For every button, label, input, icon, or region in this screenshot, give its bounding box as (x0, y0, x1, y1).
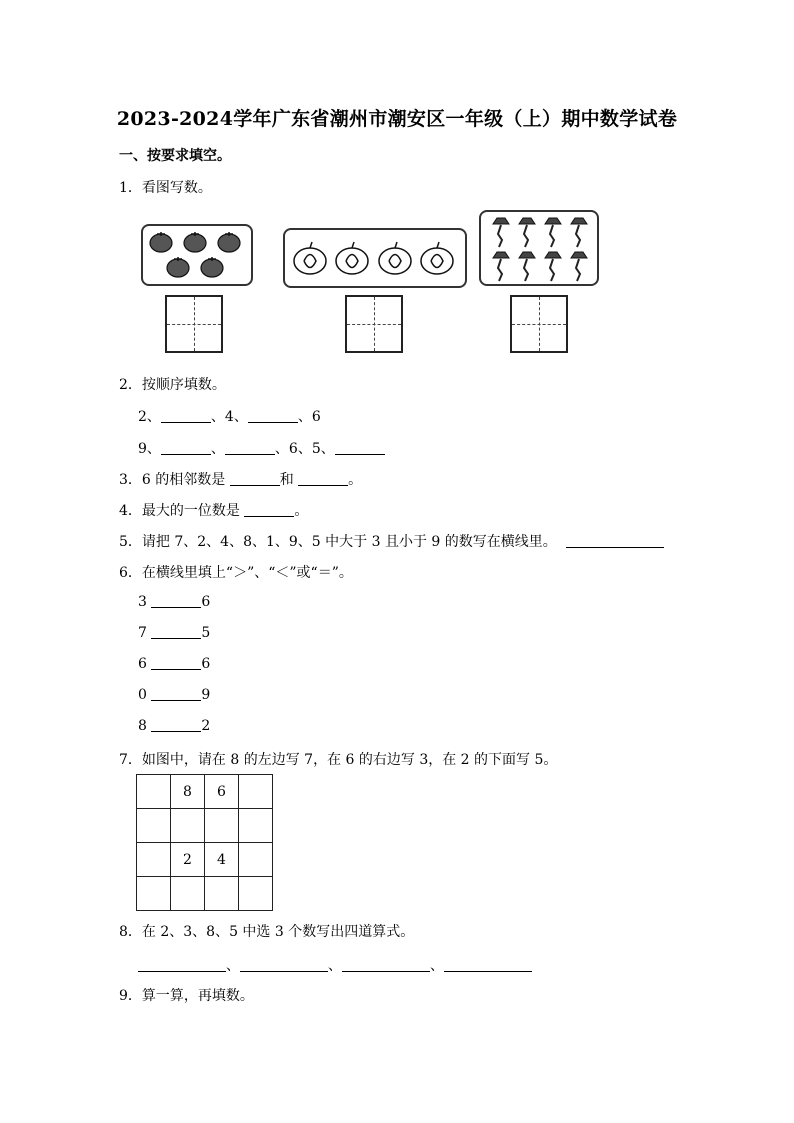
mushroom-picture-box (479, 210, 599, 286)
q5-text: 5．请把 7、2、4、8、1、9、5 中大于 3 且小于 9 的数写在横线里。 (119, 534, 557, 550)
compare-right: 9 (201, 687, 211, 703)
grid-cell[interactable] (205, 809, 239, 843)
answer-blank[interactable] (566, 533, 664, 548)
q4-text: 4．最大的一位数是 (119, 503, 245, 519)
compare-left: 3 (138, 594, 147, 610)
answer-blank[interactable] (298, 471, 348, 486)
compare-left: 0 (138, 687, 147, 703)
grid-cell[interactable] (137, 775, 171, 809)
separator: 、 (328, 958, 342, 974)
question-2: 2．按顺序填数。 (119, 377, 226, 393)
question-4 (119, 500, 308, 520)
answer-blank[interactable] (248, 408, 298, 423)
separator: 、 (226, 958, 240, 974)
question-1: 1．看图写数。 (119, 180, 212, 196)
grid-cell[interactable] (239, 775, 273, 809)
seq-text: 2、 (138, 409, 161, 425)
answer-box-pumpkin[interactable] (345, 295, 403, 353)
answer-blank[interactable] (151, 593, 201, 608)
compare-row (138, 686, 210, 703)
sequence-row-1 (138, 406, 321, 426)
grid-cell[interactable]: 2 (171, 843, 205, 877)
grid-cell[interactable] (137, 843, 171, 877)
answer-blank[interactable] (240, 957, 328, 972)
section-heading: 一、按要求填空。 (119, 148, 231, 164)
equation-blanks (138, 955, 532, 975)
grid-cell[interactable] (137, 809, 171, 843)
separator: 、 (430, 958, 444, 974)
seq-text: 、4、 (210, 409, 248, 425)
compare-right: 5 (201, 625, 211, 641)
grid-cell[interactable]: 8 (171, 775, 205, 809)
question-9: 9．算一算，再填数。 (119, 988, 254, 1004)
grid-cell[interactable] (239, 843, 273, 877)
q3-text: 。 (348, 472, 363, 488)
answer-blank[interactable] (138, 957, 226, 972)
q4-text: 。 (294, 503, 309, 519)
compare-left: 8 (138, 718, 147, 734)
compare-row (138, 717, 210, 734)
grid-cell[interactable] (205, 877, 239, 911)
compare-left: 6 (138, 656, 147, 672)
question-5 (119, 531, 664, 551)
answer-blank[interactable] (151, 655, 201, 670)
compare-right: 6 (201, 656, 211, 672)
number-grid (136, 774, 273, 911)
compare-right: 2 (201, 718, 211, 734)
answer-blank[interactable] (161, 440, 211, 455)
question-8: 8．在 2、3、8、5 中选 3 个数写出四道算式。 (119, 924, 415, 940)
answer-blank[interactable] (230, 471, 280, 486)
answer-box-tomato[interactable] (165, 295, 223, 353)
question-6: 6．在横线里填上“＞”、“＜”或“＝”。 (119, 565, 353, 581)
mushroom-icon (481, 212, 597, 284)
compare-right: 6 (201, 594, 211, 610)
grid-cell[interactable] (171, 809, 205, 843)
grid-cell[interactable]: 6 (205, 775, 239, 809)
compare-row (138, 655, 210, 672)
compare-row (138, 624, 210, 641)
seq-text: 、6、5、 (274, 441, 335, 457)
answer-blank[interactable] (244, 502, 294, 517)
answer-blank[interactable] (151, 686, 201, 701)
q3-text: 3．6 的相邻数是 (119, 472, 230, 488)
sequence-row-2 (138, 438, 385, 458)
grid-cell[interactable]: 4 (205, 843, 239, 877)
answer-blank[interactable] (225, 440, 275, 455)
seq-text: 、 (210, 441, 225, 457)
question-3 (119, 469, 362, 489)
tomato-picture-box (141, 224, 253, 286)
tomato-icon (143, 226, 251, 284)
grid-cell[interactable] (239, 877, 273, 911)
seq-text: 9、 (138, 441, 161, 457)
answer-blank[interactable] (444, 957, 532, 972)
question-7: 7．如图中，请在 8 的左边写 7，在 6 的右边写 3，在 2 的下面写 5。 (119, 752, 558, 768)
q3-text: 和 (279, 472, 299, 488)
answer-box-mushroom[interactable] (510, 295, 568, 353)
pumpkin-icon (285, 230, 465, 286)
answer-blank[interactable] (151, 717, 201, 732)
grid-cell[interactable] (239, 809, 273, 843)
compare-left: 7 (138, 625, 147, 641)
grid-cell[interactable] (137, 877, 171, 911)
answer-blank[interactable] (151, 624, 201, 639)
answer-blank[interactable] (342, 957, 430, 972)
answer-blank[interactable] (335, 440, 385, 455)
pumpkin-picture-box (283, 228, 467, 288)
compare-row (138, 593, 210, 610)
answer-blank[interactable] (161, 408, 211, 423)
page-title: 2023-2024学年广东省潮州市潮安区一年级（上）期中数学试卷 (116, 108, 678, 130)
grid-cell[interactable] (171, 877, 205, 911)
seq-text: 、6 (297, 409, 321, 425)
